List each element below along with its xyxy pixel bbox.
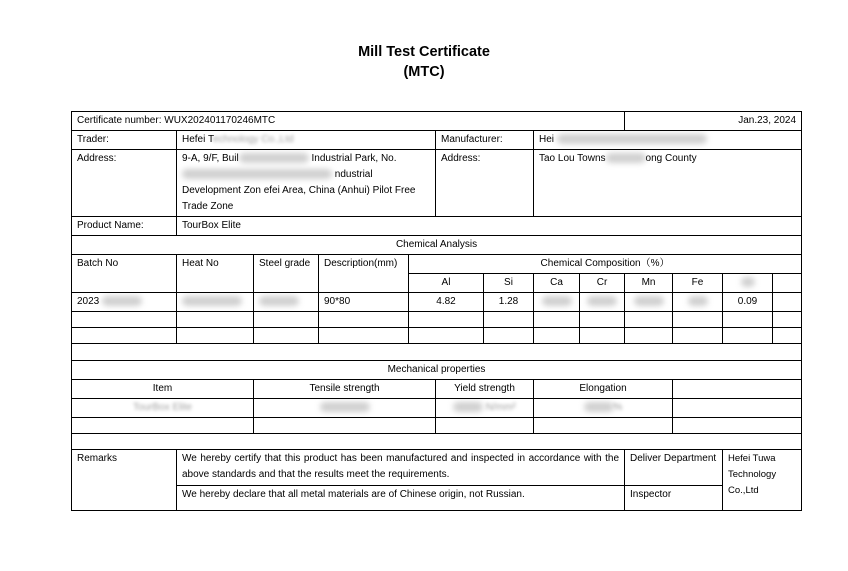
element-header: Fe [673,274,723,293]
redaction-smear [741,277,755,287]
item-value [72,399,254,418]
batch-no-header: Batch No [72,255,177,293]
trader-row [72,131,802,150]
last-element-value: 0.09 [723,293,773,312]
al-value: 4.82 [409,293,484,312]
redaction-smear [453,402,483,412]
chemical-header-row [72,255,802,274]
mechanical-section-title: Mechanical properties [72,361,802,380]
element-header [723,274,773,293]
composition-header: Chemical Composition（%） [409,255,802,274]
manufacturer-address-label: Address: [436,150,534,217]
certificate-date: Jan.23, 2024 [625,112,802,131]
elongation-unit: % [613,402,623,413]
steel-grade-value [254,293,319,312]
address-row [72,150,802,217]
element-header: Cr [580,274,625,293]
si-value: 1.28 [484,293,534,312]
mechanical-empty-row [72,418,802,434]
manufacturer-address-head: Tao Lou Towns [539,153,606,164]
yield-unit: N/mm² [485,402,516,413]
declaration-row [72,486,802,511]
trader-label: Trader: [72,131,177,150]
heat-no-value [177,293,254,312]
redaction-smear [557,134,707,144]
element-header: Ca [534,274,580,293]
company-name: Hefei Tuwa Technology Co.,Ltd [723,450,802,511]
manufacturer-name-visible: Hei [539,134,555,145]
fe-value [673,293,723,312]
trader-address-line1-head: 9-A, 9/F, Buil [182,153,239,164]
product-row [72,217,802,236]
certificate-table [71,111,802,511]
redaction-smear [542,296,572,306]
description-header: Description(mm) [319,255,409,293]
remarks-row [72,450,802,486]
spacer-row [72,434,802,450]
spacer-row [72,344,802,361]
tensile-header: Tensile strength [254,380,436,399]
redaction-smear [584,402,614,412]
element-header: Al [409,274,484,293]
inspector-label: Inspector [625,486,723,511]
redaction-smear [606,153,646,163]
trader-name [177,131,436,150]
chemical-data-row [72,293,802,312]
product-name-value: TourBox Elite [177,217,802,236]
ca-value [534,293,580,312]
certificate-number-value: WUX202401170246MTC [164,115,276,126]
description-value: 90*80 [319,293,409,312]
chemical-empty-row [72,312,802,328]
item-header: Item [72,380,254,399]
batch-no-text: 2023 [77,296,100,307]
redaction-smear [182,169,332,179]
trader-address-line3-tail: efei Area, China (Anhui) Pilot Free [263,185,416,196]
manufacturer-address-tail: ong County [645,153,697,164]
elongation-header: Elongation [534,380,673,399]
redaction-smear [587,296,617,306]
element-header-empty [773,274,802,293]
mechanical-data-row [72,399,802,418]
trader-address-label: Address: [72,150,177,217]
chemical-empty-row [72,328,802,344]
element-header: Mn [625,274,673,293]
item-value-text: TourBox Elite [133,402,192,413]
redaction-smear [320,402,370,412]
yield-header: Yield strength [436,380,534,399]
elongation-value [534,399,673,418]
remarks-certify-text: We hereby certify that this product has been manufactured and inspected in accordance with the above standards and that the results meet the requirements. [177,450,625,486]
yield-value [436,399,534,418]
redaction-smear [688,296,708,306]
mechanical-section-row [72,361,802,380]
manufacturer-address [534,150,802,217]
redaction-smear [259,296,299,306]
remarks-label: Remarks [72,450,177,511]
trader-address-line3-head: Development Zon [182,185,261,196]
document-subtitle: (MTC) [403,64,445,80]
chemical-empty-cell [773,293,802,312]
deliver-department: Deliver Department [625,450,723,486]
cr-value [580,293,625,312]
mechanical-header-empty [673,380,802,399]
mn-value [625,293,673,312]
trader-name-blurred: echnology Co.,Ltd [212,134,294,145]
document-title: Mill Test Certificate [358,44,490,60]
remarks-declaration-text: We hereby declare that all metal materials are of Chinese origin, not Russian. [177,486,625,511]
element-header: Si [484,274,534,293]
trader-address-line2: ndustrial [334,169,373,180]
product-name-label: Product Name: [72,217,177,236]
chemical-section-row [72,236,802,255]
trader-address-line4: Trade Zone [182,201,234,212]
certificate-number [72,112,625,131]
chemical-section-title: Chemical Analysis [72,236,802,255]
redaction-smear [102,296,142,306]
manufacturer-label: Manufacturer: [436,131,534,150]
steel-grade-header: Steel grade [254,255,319,293]
redaction-smear [182,296,242,306]
trader-address [177,150,436,217]
manufacturer-name [534,131,802,150]
redaction-smear [634,296,664,306]
heat-no-header: Heat No [177,255,254,293]
mechanical-data-empty [673,399,802,418]
trader-name-visible: Hefei T [182,134,213,145]
certificate-number-label: Certificate number: [77,115,162,126]
mechanical-header-row [72,380,802,399]
redaction-smear [239,153,309,163]
trader-address-line1-tail: Industrial Park, No. [311,153,397,164]
batch-no-value [72,293,177,312]
tensile-value [254,399,436,418]
certificate-number-row [72,112,802,131]
